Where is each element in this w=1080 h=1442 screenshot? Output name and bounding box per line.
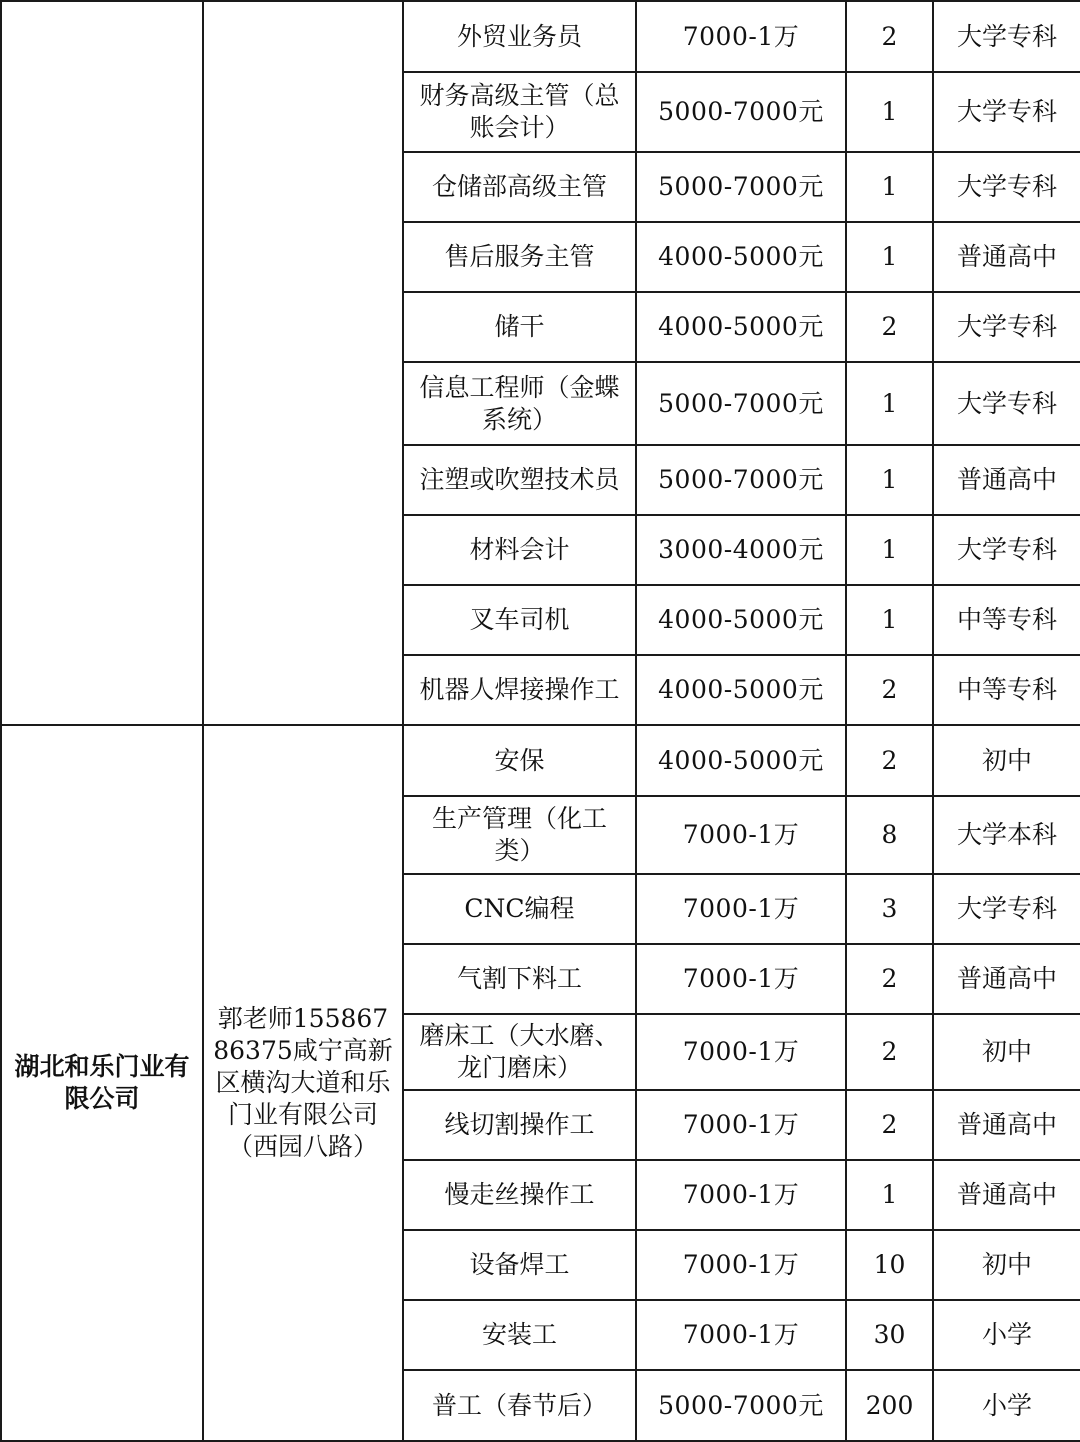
position-text: 生产管理（化工类） [431, 804, 607, 865]
headcount-cell: 1 [846, 362, 933, 445]
headcount-cell: 2 [846, 1014, 933, 1090]
position-cell [403, 72, 636, 152]
headcount-cell: 1 [846, 445, 933, 515]
education-cell: 大学专科 [933, 152, 1080, 222]
headcount-cell: 2 [846, 725, 933, 796]
headcount-cell: 1 [846, 72, 933, 152]
position-cell [403, 515, 636, 585]
education-cell: 普通高中 [933, 1090, 1080, 1160]
headcount-cell: 1 [846, 585, 933, 655]
contact-address-cell [203, 1, 403, 725]
position-text: 售后服务主管 [444, 242, 595, 271]
salary-cell: 5000-7000元 [636, 445, 846, 515]
education-cell: 普通高中 [933, 1160, 1080, 1230]
headcount-cell: 2 [846, 1, 933, 72]
salary-cell: 4000-5000元 [636, 725, 846, 796]
headcount-cell: 2 [846, 292, 933, 362]
position-text: 安装工 [481, 1320, 557, 1349]
position-cell [403, 725, 636, 796]
position-text: 材料会计 [469, 535, 570, 564]
salary-cell: 5000-7000元 [636, 152, 846, 222]
salary-cell: 4000-5000元 [636, 585, 846, 655]
position-text: 机器人焊接操作工 [419, 675, 620, 704]
position-text: 叉车司机 [469, 605, 570, 634]
position-text: 仓储部高级主管 [431, 172, 607, 201]
salary-cell: 4000-5000元 [636, 292, 846, 362]
position-cell [403, 152, 636, 222]
salary-cell: 7000-1万 [636, 1014, 846, 1090]
salary-cell: 7000-1万 [636, 796, 846, 874]
table-row [1, 1, 1080, 72]
table-row [1, 725, 1080, 796]
headcount-cell: 1 [846, 222, 933, 292]
company-name-cell: 湖北和乐门业有限公司 [1, 725, 203, 1441]
salary-cell: 4000-5000元 [636, 655, 846, 725]
education-cell: 初中 [933, 1014, 1080, 1090]
education-cell: 大学专科 [933, 362, 1080, 445]
salary-cell: 7000-1万 [636, 944, 846, 1014]
position-cell [403, 655, 636, 725]
education-cell: 小学 [933, 1300, 1080, 1370]
position-cell [403, 1160, 636, 1230]
position-cell [403, 362, 636, 445]
position-cell [403, 292, 636, 362]
position-cell [403, 1014, 636, 1090]
education-cell: 初中 [933, 725, 1080, 796]
salary-cell: 7000-1万 [636, 874, 846, 944]
education-cell: 大学专科 [933, 874, 1080, 944]
position-text: 注塑或吹塑技术员 [419, 465, 620, 494]
education-cell: 大学专科 [933, 515, 1080, 585]
salary-cell: 7000-1万 [636, 1300, 846, 1370]
position-cell [403, 796, 636, 874]
position-text: 安保 [494, 745, 545, 775]
education-cell: 初中 [933, 1230, 1080, 1300]
position-cell [403, 874, 636, 944]
salary-cell: 7000-1万 [636, 1230, 846, 1300]
position-cell [403, 1230, 636, 1300]
position-text: 信息工程师（金蝶系统） [419, 372, 620, 434]
position-cell [403, 1300, 636, 1370]
position-text: 气割下料工 [456, 964, 582, 993]
headcount-cell: 1 [846, 1160, 933, 1230]
position-cell [403, 445, 636, 515]
job-listing-body [1, 1, 1080, 1441]
education-cell: 大学专科 [933, 292, 1080, 362]
education-cell: 普通高中 [933, 445, 1080, 515]
position-text: 线切割操作工 [444, 1110, 595, 1139]
headcount-cell: 200 [846, 1370, 933, 1441]
education-cell: 普通高中 [933, 944, 1080, 1014]
headcount-cell: 2 [846, 655, 933, 725]
position-text: 外贸业务员 [456, 21, 582, 51]
position-text: 普工（春节后） [431, 1390, 607, 1420]
position-text: 储干 [494, 312, 545, 341]
position-text: 磨床工（大水磨、龙门磨床） [419, 1021, 620, 1082]
position-cell [403, 944, 636, 1014]
position-text: 慢走丝操作工 [444, 1180, 595, 1209]
education-cell: 小学 [933, 1370, 1080, 1441]
education-cell: 中等专科 [933, 655, 1080, 725]
headcount-cell: 2 [846, 1090, 933, 1160]
position-text: 设备焊工 [469, 1250, 570, 1279]
education-cell: 大学专科 [933, 72, 1080, 152]
headcount-cell: 3 [846, 874, 933, 944]
position-cell [403, 1090, 636, 1160]
position-cell [403, 1370, 636, 1441]
salary-cell: 5000-7000元 [636, 72, 846, 152]
headcount-cell: 10 [846, 1230, 933, 1300]
education-cell: 中等专科 [933, 585, 1080, 655]
headcount-cell: 30 [846, 1300, 933, 1370]
position-cell [403, 585, 636, 655]
salary-cell: 3000-4000元 [636, 515, 846, 585]
salary-cell: 7000-1万 [636, 1160, 846, 1230]
education-cell: 大学本科 [933, 796, 1080, 874]
position-cell [403, 222, 636, 292]
headcount-cell: 8 [846, 796, 933, 874]
education-cell: 大学专科 [933, 1, 1080, 72]
headcount-cell: 1 [846, 515, 933, 585]
headcount-cell: 1 [846, 152, 933, 222]
salary-cell: 7000-1万 [636, 1090, 846, 1160]
position-cell [403, 1, 636, 72]
company-name-cell [1, 1, 203, 725]
position-text: CNC编程 [464, 894, 575, 923]
headcount-cell: 2 [846, 944, 933, 1014]
salary-cell: 5000-7000元 [636, 1370, 846, 1441]
education-cell: 普通高中 [933, 222, 1080, 292]
salary-cell: 4000-5000元 [636, 222, 846, 292]
contact-address-cell: 郭老师15586786375咸宁高新区横沟大道和乐门业有限公司（西园八路） [203, 725, 403, 1441]
position-text: 财务高级主管（总账会计） [419, 81, 620, 142]
salary-cell: 7000-1万 [636, 1, 846, 72]
salary-cell: 5000-7000元 [636, 362, 846, 445]
